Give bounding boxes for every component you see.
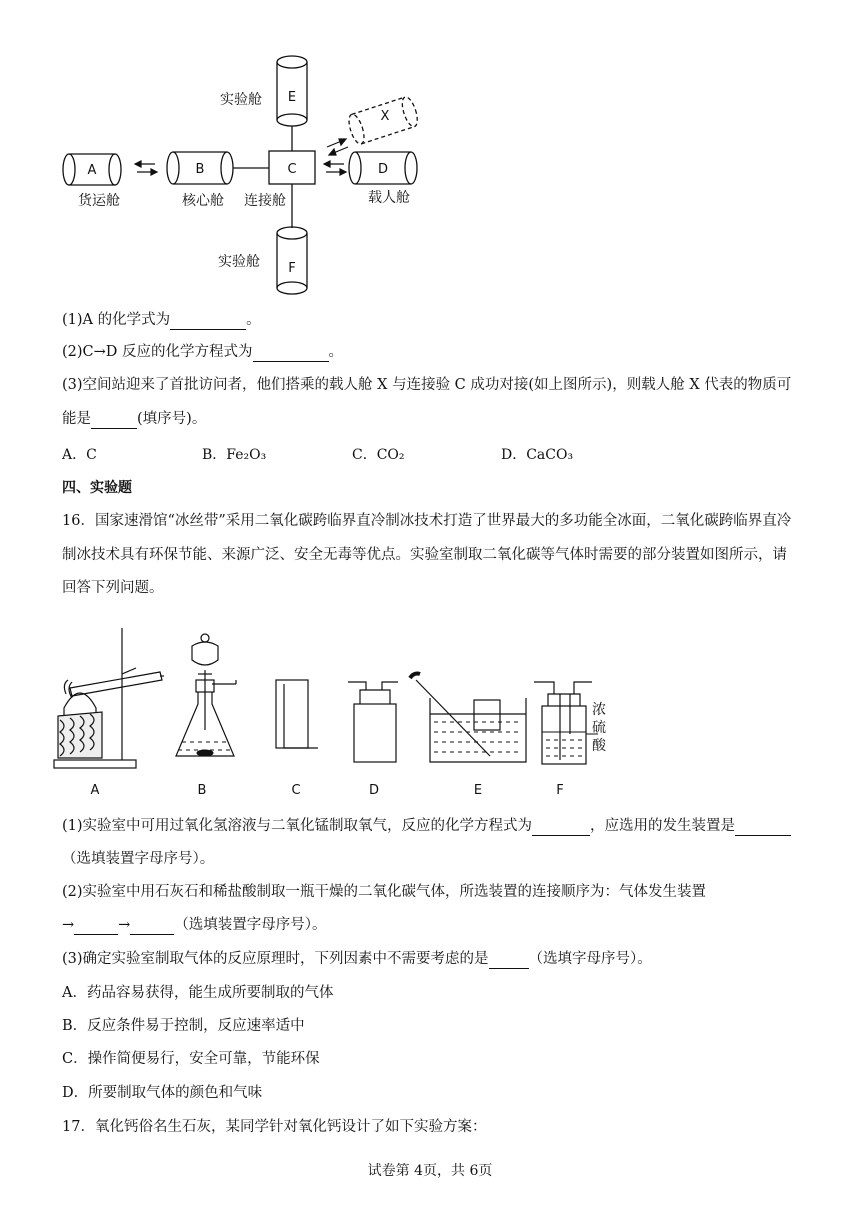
q15-option-c: C．CO₂ — [352, 447, 405, 463]
cylinder-b-letter: B — [195, 162, 205, 177]
q16-choice-b: B．反应条件易于控制，反应速率适中 — [62, 1018, 305, 1034]
q16-part2-line2: → → （选填装置字母序号）。 — [62, 917, 327, 933]
label-exp-bottom: 实验舱 — [218, 254, 260, 270]
apparatus-label-a: A — [90, 783, 100, 798]
q16-choice-c: C．操作简便易行，安全可靠，节能环保 — [62, 1051, 320, 1067]
cylinder-f-letter: F — [288, 261, 296, 276]
answer-blank[interactable] — [74, 918, 118, 935]
section-title: 四、实验题 — [62, 480, 132, 496]
q16-choice-d: D．所要制取气体的颜色和气味 — [62, 1085, 263, 1101]
q16-part3: (3)确定实验室制取气体的反应原理时，下列因素中不需要考虑的是 （选填字母序号）。 — [62, 951, 652, 967]
cylinder-e-letter: E — [287, 90, 297, 105]
q16-part1-line1: (1)实验室中可用过氧化氢溶液与二氧化锰制取氧气，反应的化学方程式为 ，应选用的发生装置是 — [62, 816, 791, 836]
q16-choice-a: A．药品容易获得，能生成所要制取的气体 — [62, 985, 334, 1001]
q15-option-a: A．C — [62, 447, 97, 463]
box-c-letter: C — [287, 162, 297, 177]
label-core: 核心舱 — [182, 193, 224, 209]
q17-stem: 17．氧化钙俗名生石灰，某同学针对氧化钙设计了如下实验方案： — [62, 1119, 487, 1135]
q15-part3-line1: (3)空间站迎来了首批访问者，他们搭乘的载人舱 X 与连接验 C 成功对接(如上图所示)，则载人舱 X 代表的物质可 — [62, 377, 792, 393]
answer-blank[interactable] — [130, 918, 174, 935]
q16-stem-line3: 回答下列问题。 — [62, 580, 164, 596]
apparatus-label-e: E — [473, 783, 483, 798]
apparatus-label-b: B — [197, 783, 207, 798]
q16-stem-line1: 16．国家速滑馆“冰丝带”采用二氧化碳跨临界直冷制冰技术打造了世界最大的多功能全冰面，二氧化碳跨临界直冷 — [62, 513, 792, 529]
cylinder-x-letter: X — [380, 109, 390, 124]
label-cargo: 货运舱 — [78, 193, 120, 209]
acid-label-3: 酸 — [592, 738, 606, 754]
answer-blank[interactable] — [532, 819, 590, 836]
q16-stem-line2: 制冰技术具有环保节能、来源广泛、安全无毒等优点。实验室制取二氧化碳等气体时需要的部分装置如图所示，请 — [62, 547, 787, 563]
answer-blank[interactable] — [170, 313, 246, 330]
apparatus-label-c: C — [291, 783, 301, 798]
q16-part2-line1: (2)实验室中用石灰石和稀盐酸制取一瓶干燥的二氧化碳气体，所选装置的连接顺序为：气体发生装置 — [62, 884, 707, 900]
q15-part3-line2: 能是 (填序号)。 — [62, 411, 207, 427]
apparatus-figure — [50, 608, 630, 808]
answer-blank[interactable] — [489, 952, 529, 969]
q16-part1-line2: （选填装置字母序号）。 — [62, 851, 215, 867]
cylinder-d-letter: D — [377, 162, 389, 177]
label-exp-top: 实验舱 — [220, 92, 262, 108]
label-crew: 载人舱 — [368, 190, 410, 206]
cylinder-a-letter: A — [87, 163, 97, 178]
page-footer: 试卷第 4页，共 6页 — [367, 1163, 493, 1179]
acid-label-2: 硫 — [592, 720, 606, 736]
q15-option-b: B．Fe₂O₃ — [202, 447, 267, 463]
answer-blank[interactable] — [91, 412, 137, 429]
apparatus-label-f: F — [556, 783, 564, 798]
q15-option-d: D．CaCO₃ — [501, 447, 574, 463]
q15-part1: (1)A 的化学式为 。 — [62, 312, 261, 328]
answer-blank[interactable] — [253, 345, 329, 362]
answer-blank[interactable] — [735, 819, 791, 836]
q15-part2: (2)C→D 反应的化学方程式为 。 — [62, 344, 344, 360]
label-connect: 连接舱 — [244, 193, 286, 209]
acid-label-1: 浓 — [592, 702, 606, 718]
apparatus-label-d: D — [368, 783, 380, 798]
